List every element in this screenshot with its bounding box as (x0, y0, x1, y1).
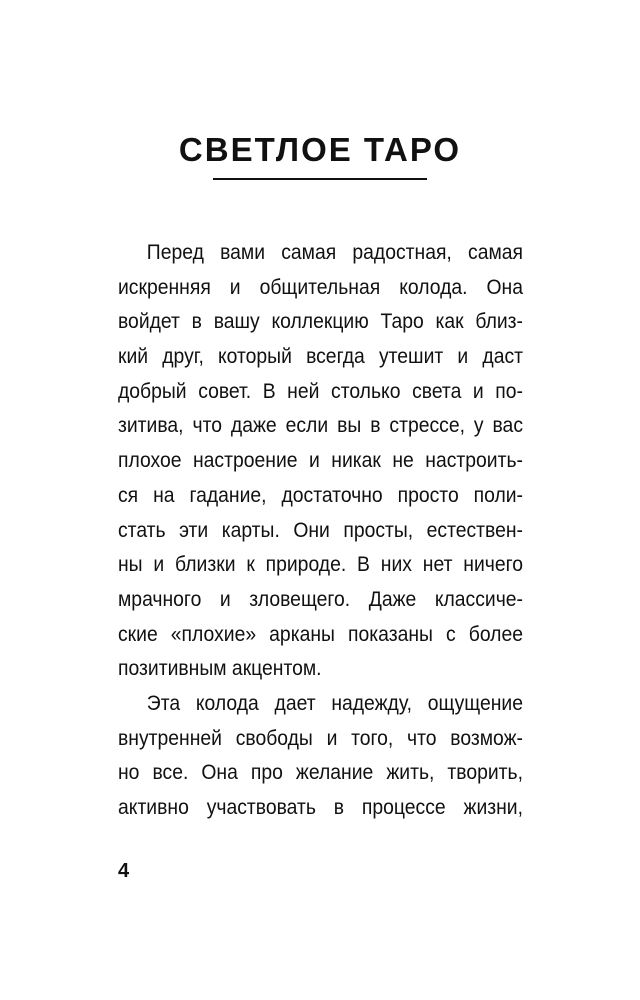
text-line: активно участвовать в процессе жизни, (118, 795, 523, 819)
chapter-title: СВЕТЛОЕ ТАРО (178, 131, 462, 168)
text-line: искренняя и общительная колода. Она (118, 274, 523, 299)
text-line: добрый совет. В ней столько света и по- (118, 378, 523, 403)
body-text (118, 235, 524, 825)
text-line: плохое настроение и никак не настроить- (118, 448, 523, 473)
text-line: внутренней свободы и того, что возмож- (118, 725, 523, 750)
text-line: кий друг, который всегда утешит и даст (118, 344, 523, 369)
text-line: Перед вами самая радостная, самая (146, 240, 524, 264)
text-line: стать эти карты. Они просты, естествен- (118, 517, 523, 542)
page-number: 4 (118, 860, 130, 882)
text-line: позитивным акцентом. (118, 656, 322, 681)
text-line: зитива, что даже если вы в стрессе, у вас (118, 413, 523, 438)
title-underline (213, 178, 427, 180)
text-line: ны и близки к природе. В них нет ничего (118, 552, 523, 577)
text-line: ские «плохие» арканы показаны с более (118, 621, 523, 646)
text-line: но все. Она про желание жить, творить, (118, 760, 523, 785)
text-line: войдет в вашу коллекцию Таро как близ- (118, 309, 523, 334)
text-line: мрачного и зловещего. Даже классиче- (118, 586, 523, 611)
text-line: ся на гадание, достаточно просто поли- (118, 482, 523, 507)
text-line: Эта колода дает надежду, ощущение (146, 690, 524, 715)
